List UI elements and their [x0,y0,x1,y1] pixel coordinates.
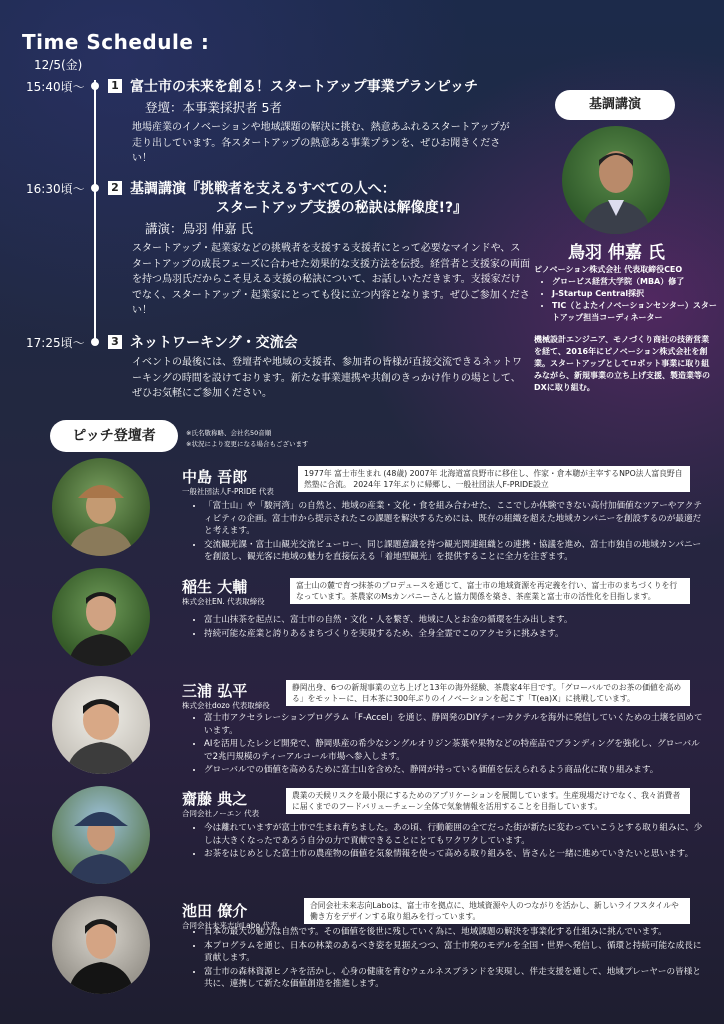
speaker-name: 池田 僚介 [182,902,248,920]
schedule-date: 12/5(金) [34,58,83,72]
session-number: 2 [108,181,122,195]
speaker-photo [52,676,150,774]
speaker-name: 稲生 大輔 [182,578,248,596]
speaker-profile: 富士山の麓で育つ抹茶のプロデュースを通じて、富士市の地域資源を再定義を行い、富士市のまちづくりを行なっています。茶農家のMsカンパニーさんと協力関係を築き、茶産業と富士市の活性化を目指します。 [290,578,690,604]
session-time: 17:25頃〜 [26,336,85,350]
keynote-role: ピノベーション株式会社 代表取締役CEO [534,265,683,274]
speaker-points [190,712,708,778]
speaker-name: 中島 吾郎 [182,468,248,486]
speaker-point: • グローバルでの価値を高めるために富士山を含めた、静岡が持っている価値を伝えられるよう商品化に取り組みます。 [204,764,708,777]
speaker-point: • 交流観光課・富士山観光交流ビューロー、同じ課題意識を持つ観光関連組織との連携・協議を進め、富士市独自の地域カンパニーを創設し、観光客に地域の魅力を直接伝える「着地型観光」を提供することに全力を注ぎます。 [204,539,708,564]
keynote-credentials [540,276,722,324]
session-title: ネットワーキング・交流会 [130,335,298,351]
pitch-note: ※状況により変更になる場合もございます [186,440,309,448]
timeline-dot [91,338,99,346]
speaker-org: 株式会社EN. 代表取締役 [182,597,265,606]
speaker-name: 齋藤 典之 [182,790,248,808]
session-description: イベントの最後には、登壇者や地域の支援者、参加者の皆様が直接交流できるネットワーキングの時間を設けております。新たな事業連携や共創のきっかけ作りの場として、ぜひお気軽にご参加ください。 [132,357,522,399]
speaker-point: • 日本の最大の魅力は自然です。その価値を後世に残していく為に、地域課題の解決を事業化する仕組みに挑んでいます。 [204,926,708,939]
keynote-badge: 基調講演 [555,90,675,120]
speaker-org: 株式会社dozo 代表取締役 [182,701,270,710]
speaker-photo [52,896,150,994]
speaker-point: • 富士市アクセラレーションプログラム「F-Accel」を通じ、静岡発のDIYティーカクテルを海外に発信していくための土壌を固めています。 [204,712,708,737]
keynote-credential: • TIC（とよたイノベーションセンター）スタートアップ担当コーディネーター [552,300,722,324]
pitch-note: ※氏名敬称略、会社名50音順 [186,429,272,437]
speaker-profile: 静岡出身、6つの新規事業の立ち上げと13年の海外経験、茶農家4年目です。「グローバルでのお茶の価値を高める」をモットーに、日本茶に300年ぶりのイノベーションを起こす「T(ea)X」に挑戦しています。 [286,680,690,706]
session-subtitle: スタートアップ支援の秘訣は解像度!?』 [216,200,468,216]
speaker-org: 合同会社ノーエン 代表 [182,809,260,818]
timeline-line [94,80,96,345]
speaker-profile: 農業の天候リスクを最小限にするためのアプリケーションを展開しています。生産現場だけでなく、我々消費者に届くまでのフードバリューチェーン全体で気象情報を活用することを目指しています。 [286,788,690,814]
speaker-points [190,500,708,565]
speaker-point: • 富士山抹茶を起点に、富士市の自然・文化・人を繋ぎ、地域に人とお金の循環を生み出します。 [204,614,708,627]
speaker-point: • 本プログラムを通じ、日本の林業のあるべき姿を見据えつつ、富士市発のモデルを全国・世界へ発信し、循環と持続可能な成長に貢献します。 [204,940,708,965]
speaker-points [190,614,708,641]
speaker-point: • お茶をはじめとした富士市の農産物の価値を気象情報を使って高める取り組みを、皆さんと一緒に進めていきたいと思います。 [204,848,708,861]
session-speaker: 講演：鳥羽 伸嘉 氏 [145,221,253,236]
pitch-badge: ピッチ登壇者 [50,420,178,452]
keynote-name: 鳥羽 伸嘉 氏 [568,243,665,263]
timeline-dot [91,82,99,90]
speaker-profile: 1977年 富士市生まれ (48歳) 2007年 北海道富良野市に移住し、作家・倉本聰が主宰するNPO法人富良野自然塾に合流。 2024年 17年ぶりに帰郷し、一般社団法人F-PRIDE設立 [298,466,690,492]
speaker-point: • 「富士山」や「駿河湾」の自然と、地域の産業・文化・食を組み合わせた、ここでしか体験できない高付加価値なツアーやアクティビティの企画。富士市から提示されたこの課題を解決するためには、既存の組織を超えた地域カンパニーを創設するのが最適だと考えます。 [204,500,708,538]
keynote-credential: • グロービス経営大学院（MBA）修了 [552,276,722,288]
session-time: 16:30頃〜 [26,182,85,196]
session-title: 富士市の未来を創る！スタートアップ事業プランピッチ [130,79,479,95]
speaker-photo [52,568,150,666]
session-number: 1 [108,79,122,93]
speaker-photo [52,786,150,884]
speaker-profile: 合同会社未来志向Laboは、富士市を拠点に、地域資源や人のつながりを活かし、新しいライフスタイルや働き方をデザインする取り組みを行っています。 [304,898,690,924]
speaker-points [190,822,708,862]
session-description: 地場産業のイノベーションや地域課題の解決に挑む、熱意あふれるスタートアップが走り出しています。各スタートアップの熱意ある事業プランを、ぜひお聞きください！ [132,122,510,164]
session-title: 基調講演 [130,181,186,197]
speaker-name: 三浦 弘平 [182,682,248,700]
schedule-title: Time Schedule : [22,30,210,54]
speaker-point: • 富士市の森林資源ヒノキを活かし、心身の健康を育むウェルネスブランドを実現し、伴走支援を通して、地域プレーヤーの皆様と共に、連携して新たな価値創造を推進します。 [204,966,708,991]
speaker-org: 合同会社未来志向Labo 代表 [182,921,278,930]
session-subtitle: 『挑戦者を支えるすべての人へ： [186,181,396,197]
keynote-photo [562,126,670,234]
session-speaker: 登壇：本事業採択者 5者 [145,100,282,115]
session-time: 15:40頃〜 [26,80,85,94]
speaker-point: • 今は離れていますが富士市で生まれ育ちました。あの頃、行動範囲の全てだった街が新たに変わっていこうとする取り組みに、少しは大きくなったであろう自分の力で貢献できることにとてもワクワクしています。 [204,822,708,847]
speaker-photo [52,458,150,556]
session-number: 3 [108,335,122,349]
keynote-credential: • J-Startup Central採択 [552,288,722,300]
timeline-dot [91,184,99,192]
speaker-point: • 持続可能な産業と誇りあるまちづくりを実現するため、全身全霊でこのアクセラに挑みます。 [204,628,708,641]
speaker-points [190,926,708,992]
speaker-point: • AIを活用したレシピ開発で、静岡県産の希少なシングルオリジン茶葉や果物などの特産品でブランディングを強化し、グローバルで2兆円規模のティーアルコール市場へ参入します。 [204,738,708,763]
keynote-bio: 機械設計エンジニア、モノづくり商社の技術営業を経て、2016年にピノベーション株式会社を創業。スタートアップとしてロボット事業に取り組みながら、新規事業の立ち上げ支援、製造業等のDXに取り組む。 [534,335,710,392]
session-description: スタートアップ・起業家などの挑戦者を支援する支援者にとって必要なマインドや、スタートアップの成長フェーズに合わせた効果的な支援方法を伝授。経営者と支援家の両面を持つ鳥羽氏だからこそ見える支援の秘訣について、お話しいただきます。支援家だけでなく、スタートアップ・起業家にとっても役に立つ内容となります。ぜひご参加ください！ [132,243,530,316]
speaker-org: 一般社団法人F-PRIDE 代表 [182,487,274,496]
